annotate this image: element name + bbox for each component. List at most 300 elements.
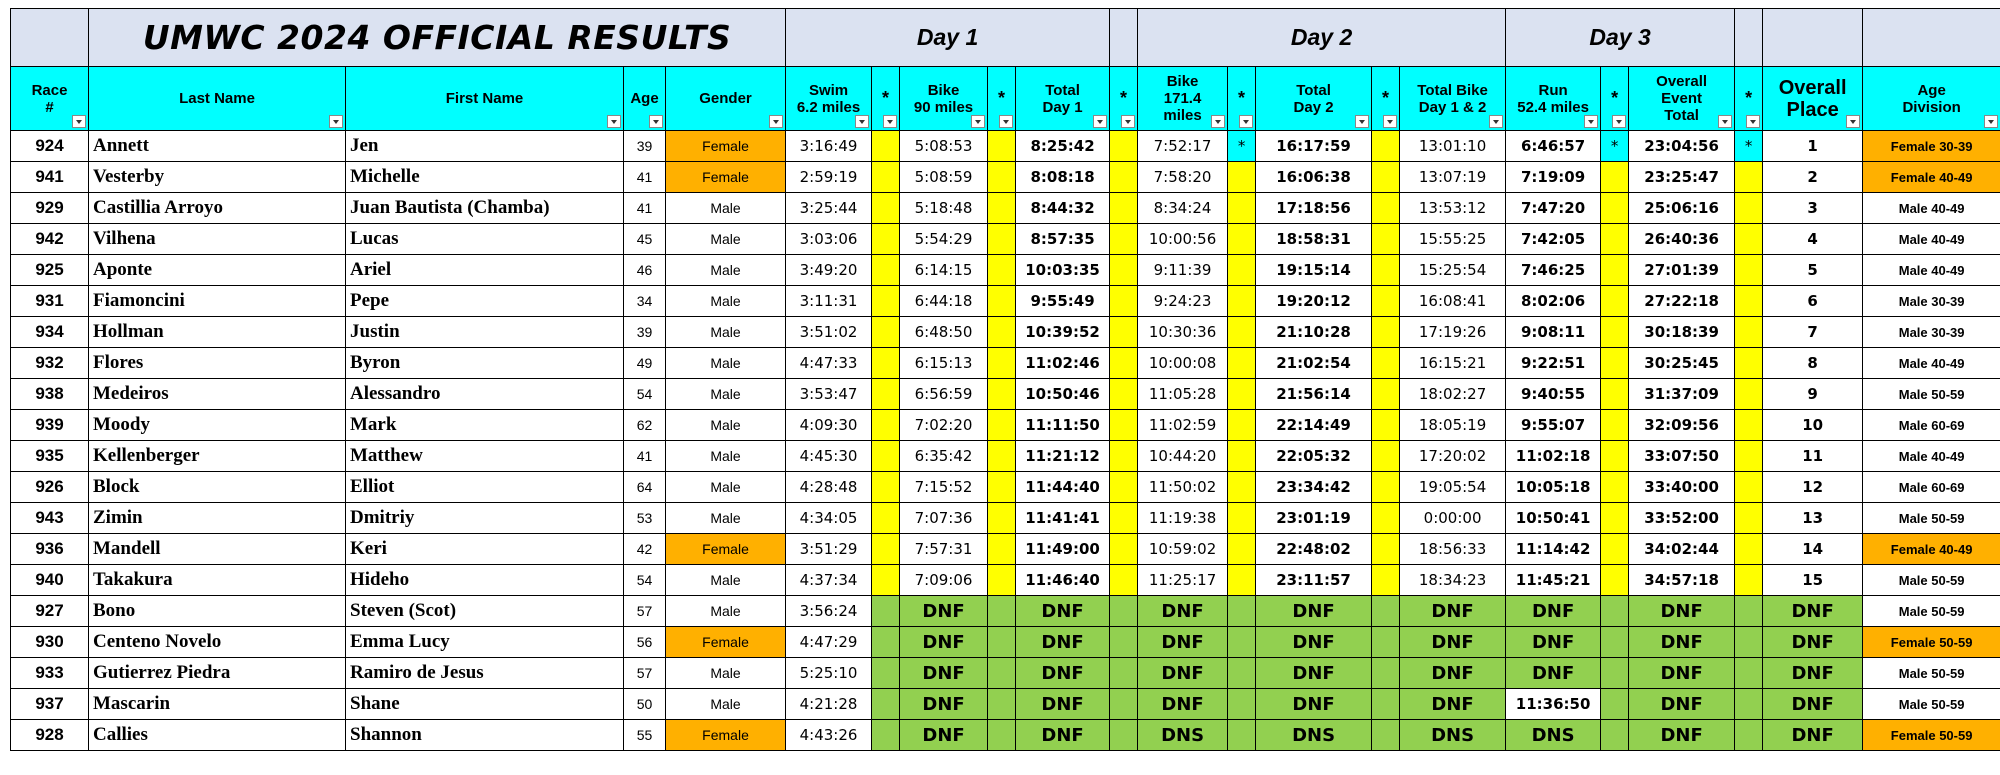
cell-last[interactable]: Castillia Arroyo bbox=[89, 193, 346, 224]
cell-total2[interactable]: 23:11:57 bbox=[1256, 565, 1372, 596]
cell-last[interactable]: Mascarin bbox=[89, 689, 346, 720]
cell-place[interactable]: DNF bbox=[1763, 596, 1863, 627]
cell-first[interactable]: Jen bbox=[346, 131, 624, 162]
star-cell[interactable] bbox=[1601, 689, 1629, 720]
star-cell[interactable] bbox=[1228, 317, 1256, 348]
star-cell[interactable] bbox=[872, 255, 900, 286]
star-cell[interactable] bbox=[1228, 379, 1256, 410]
cell-totalbike[interactable]: DNF bbox=[1400, 689, 1506, 720]
star-cell[interactable] bbox=[1601, 472, 1629, 503]
star-cell[interactable] bbox=[1110, 503, 1138, 534]
cell-age[interactable]: 54 bbox=[624, 379, 666, 410]
cell-first[interactable]: Hideho bbox=[346, 565, 624, 596]
star-cell[interactable] bbox=[988, 658, 1016, 689]
cell-total1[interactable]: DNF bbox=[1016, 627, 1110, 658]
cell-swim[interactable]: 5:25:10 bbox=[786, 658, 872, 689]
filter-dropdown-icon[interactable] bbox=[1612, 115, 1626, 128]
star-cell[interactable] bbox=[872, 503, 900, 534]
filter-dropdown-icon[interactable] bbox=[1489, 115, 1503, 128]
star-cell[interactable]: * bbox=[1735, 131, 1763, 162]
cell-first[interactable]: Shane bbox=[346, 689, 624, 720]
star-cell[interactable] bbox=[872, 317, 900, 348]
star-cell[interactable] bbox=[1735, 410, 1763, 441]
cell-bike1[interactable]: 7:09:06 bbox=[900, 565, 988, 596]
star-cell[interactable] bbox=[988, 441, 1016, 472]
cell-race[interactable]: 924 bbox=[11, 131, 89, 162]
cell-first[interactable]: Lucas bbox=[346, 224, 624, 255]
cell-total2[interactable]: 21:02:54 bbox=[1256, 348, 1372, 379]
cell-swim[interactable]: 3:16:49 bbox=[786, 131, 872, 162]
cell-total2[interactable]: 23:01:19 bbox=[1256, 503, 1372, 534]
cell-race[interactable]: 940 bbox=[11, 565, 89, 596]
star-cell[interactable] bbox=[1601, 224, 1629, 255]
cell-totalbike[interactable]: 13:01:10 bbox=[1400, 131, 1506, 162]
star-cell[interactable] bbox=[1228, 565, 1256, 596]
cell-total2[interactable]: 18:58:31 bbox=[1256, 224, 1372, 255]
cell-last[interactable]: Mandell bbox=[89, 534, 346, 565]
cell-bike1[interactable]: 7:15:52 bbox=[900, 472, 988, 503]
cell-last[interactable]: Medeiros bbox=[89, 379, 346, 410]
filter-dropdown-icon[interactable] bbox=[883, 115, 897, 128]
star-cell[interactable] bbox=[872, 441, 900, 472]
cell-run[interactable]: DNF bbox=[1506, 658, 1601, 689]
cell-gender[interactable]: Male bbox=[666, 348, 786, 379]
cell-place[interactable]: DNF bbox=[1763, 720, 1863, 751]
cell-bike1[interactable]: 6:56:59 bbox=[900, 379, 988, 410]
star-cell[interactable] bbox=[1735, 596, 1763, 627]
cell-last[interactable]: Bono bbox=[89, 596, 346, 627]
cell-race[interactable]: 931 bbox=[11, 286, 89, 317]
star-cell[interactable] bbox=[1735, 317, 1763, 348]
cell-overall[interactable]: 30:18:39 bbox=[1629, 317, 1735, 348]
star-cell[interactable] bbox=[872, 162, 900, 193]
cell-bike1[interactable]: 6:44:18 bbox=[900, 286, 988, 317]
cell-race[interactable]: 941 bbox=[11, 162, 89, 193]
star-cell[interactable] bbox=[872, 193, 900, 224]
filter-dropdown-icon[interactable] bbox=[1718, 115, 1732, 128]
cell-bike2[interactable]: 9:24:23 bbox=[1138, 286, 1228, 317]
star-cell[interactable] bbox=[1228, 658, 1256, 689]
cell-swim[interactable]: 3:03:06 bbox=[786, 224, 872, 255]
star-cell[interactable] bbox=[1110, 720, 1138, 751]
star-cell[interactable] bbox=[1735, 162, 1763, 193]
star-cell[interactable] bbox=[1372, 348, 1400, 379]
cell-gender[interactable]: Female bbox=[666, 534, 786, 565]
star-cell[interactable] bbox=[1601, 565, 1629, 596]
star-cell[interactable] bbox=[1601, 162, 1629, 193]
cell-age[interactable]: 41 bbox=[624, 162, 666, 193]
star-cell[interactable] bbox=[872, 565, 900, 596]
cell-race[interactable]: 934 bbox=[11, 317, 89, 348]
cell-total2[interactable]: DNS bbox=[1256, 720, 1372, 751]
cell-swim[interactable]: 3:53:47 bbox=[786, 379, 872, 410]
cell-swim[interactable]: 3:51:02 bbox=[786, 317, 872, 348]
star-cell[interactable] bbox=[1372, 224, 1400, 255]
cell-last[interactable]: Flores bbox=[89, 348, 346, 379]
star-cell[interactable] bbox=[1372, 193, 1400, 224]
star-cell[interactable] bbox=[1601, 658, 1629, 689]
cell-overall[interactable]: 26:40:36 bbox=[1629, 224, 1735, 255]
cell-total1[interactable]: DNF bbox=[1016, 596, 1110, 627]
cell-total1[interactable]: 11:49:00 bbox=[1016, 534, 1110, 565]
star-cell[interactable] bbox=[1372, 534, 1400, 565]
cell-total2[interactable]: 16:17:59 bbox=[1256, 131, 1372, 162]
cell-age[interactable]: 42 bbox=[624, 534, 666, 565]
cell-gender[interactable]: Male bbox=[666, 658, 786, 689]
star-cell[interactable] bbox=[872, 627, 900, 658]
star-cell[interactable] bbox=[988, 255, 1016, 286]
cell-bike1[interactable]: 7:07:36 bbox=[900, 503, 988, 534]
cell-run[interactable]: 9:22:51 bbox=[1506, 348, 1601, 379]
cell-bike2[interactable]: 11:02:59 bbox=[1138, 410, 1228, 441]
cell-bike1[interactable]: 6:15:13 bbox=[900, 348, 988, 379]
cell-gender[interactable]: Male bbox=[666, 472, 786, 503]
cell-first[interactable]: Steven (Scot) bbox=[346, 596, 624, 627]
cell-gender[interactable]: Male bbox=[666, 565, 786, 596]
cell-bike1[interactable]: 6:35:42 bbox=[900, 441, 988, 472]
cell-totalbike[interactable]: DNF bbox=[1400, 627, 1506, 658]
star-cell[interactable] bbox=[1228, 224, 1256, 255]
cell-gender[interactable]: Female bbox=[666, 627, 786, 658]
cell-overall[interactable]: DNF bbox=[1629, 689, 1735, 720]
star-cell[interactable] bbox=[1735, 503, 1763, 534]
cell-totalbike[interactable]: 13:07:19 bbox=[1400, 162, 1506, 193]
star-cell[interactable] bbox=[1228, 410, 1256, 441]
star-cell[interactable] bbox=[872, 596, 900, 627]
cell-age[interactable]: 55 bbox=[624, 720, 666, 751]
cell-overall[interactable]: 33:07:50 bbox=[1629, 441, 1735, 472]
cell-last[interactable]: Gutierrez Piedra bbox=[89, 658, 346, 689]
cell-bike2[interactable]: DNF bbox=[1138, 689, 1228, 720]
cell-total2[interactable]: 17:18:56 bbox=[1256, 193, 1372, 224]
star-cell[interactable] bbox=[988, 472, 1016, 503]
cell-age[interactable]: 64 bbox=[624, 472, 666, 503]
cell-swim[interactable]: 3:11:31 bbox=[786, 286, 872, 317]
star-cell[interactable] bbox=[1110, 689, 1138, 720]
star-cell[interactable] bbox=[1601, 379, 1629, 410]
cell-run[interactable]: 7:46:25 bbox=[1506, 255, 1601, 286]
cell-race[interactable]: 936 bbox=[11, 534, 89, 565]
cell-total1[interactable]: 9:55:49 bbox=[1016, 286, 1110, 317]
cell-bike1[interactable]: 5:54:29 bbox=[900, 224, 988, 255]
cell-place[interactable]: DNF bbox=[1763, 689, 1863, 720]
cell-bike2[interactable]: 11:19:38 bbox=[1138, 503, 1228, 534]
cell-bike1[interactable]: DNF bbox=[900, 689, 988, 720]
star-cell[interactable] bbox=[1228, 503, 1256, 534]
cell-total2[interactable]: DNF bbox=[1256, 627, 1372, 658]
cell-first[interactable]: Keri bbox=[346, 534, 624, 565]
cell-run[interactable]: DNF bbox=[1506, 627, 1601, 658]
cell-overall[interactable]: 25:06:16 bbox=[1629, 193, 1735, 224]
star-cell[interactable]: * bbox=[1228, 131, 1256, 162]
cell-run[interactable]: 10:50:41 bbox=[1506, 503, 1601, 534]
cell-division[interactable]: Female 40-49 bbox=[1863, 162, 2000, 193]
star-cell[interactable] bbox=[1601, 627, 1629, 658]
cell-run[interactable]: DNS bbox=[1506, 720, 1601, 751]
cell-age[interactable]: 57 bbox=[624, 596, 666, 627]
star-cell[interactable] bbox=[988, 162, 1016, 193]
cell-first[interactable]: Justin bbox=[346, 317, 624, 348]
star-cell[interactable] bbox=[872, 689, 900, 720]
cell-gender[interactable]: Male bbox=[666, 224, 786, 255]
cell-first[interactable]: Michelle bbox=[346, 162, 624, 193]
cell-total1[interactable]: DNF bbox=[1016, 689, 1110, 720]
cell-run[interactable]: 9:55:07 bbox=[1506, 410, 1601, 441]
star-cell[interactable] bbox=[1110, 255, 1138, 286]
cell-swim[interactable]: 4:47:29 bbox=[786, 627, 872, 658]
cell-overall[interactable]: DNF bbox=[1629, 596, 1735, 627]
star-cell[interactable] bbox=[1372, 720, 1400, 751]
cell-place[interactable]: 5 bbox=[1763, 255, 1863, 286]
cell-total2[interactable]: 21:56:14 bbox=[1256, 379, 1372, 410]
cell-place[interactable]: 4 bbox=[1763, 224, 1863, 255]
star-cell[interactable]: * bbox=[1601, 131, 1629, 162]
cell-run[interactable]: 11:36:50 bbox=[1506, 689, 1601, 720]
cell-race[interactable]: 939 bbox=[11, 410, 89, 441]
star-cell[interactable] bbox=[988, 689, 1016, 720]
cell-totalbike[interactable]: 18:05:19 bbox=[1400, 410, 1506, 441]
cell-total2[interactable]: 23:34:42 bbox=[1256, 472, 1372, 503]
star-cell[interactable] bbox=[1110, 317, 1138, 348]
cell-age[interactable]: 50 bbox=[624, 689, 666, 720]
cell-total1[interactable]: DNF bbox=[1016, 720, 1110, 751]
cell-overall[interactable]: DNF bbox=[1629, 627, 1735, 658]
cell-age[interactable]: 45 bbox=[624, 224, 666, 255]
cell-totalbike[interactable]: 0:00:00 bbox=[1400, 503, 1506, 534]
cell-bike2[interactable]: 7:58:20 bbox=[1138, 162, 1228, 193]
star-cell[interactable] bbox=[872, 534, 900, 565]
cell-totalbike[interactable]: 18:02:27 bbox=[1400, 379, 1506, 410]
cell-first[interactable]: Dmitriy bbox=[346, 503, 624, 534]
cell-overall[interactable]: 27:22:18 bbox=[1629, 286, 1735, 317]
star-cell[interactable] bbox=[1110, 286, 1138, 317]
cell-last[interactable]: Moody bbox=[89, 410, 346, 441]
star-cell[interactable] bbox=[1601, 596, 1629, 627]
filter-dropdown-icon[interactable] bbox=[607, 115, 621, 128]
star-cell[interactable] bbox=[1228, 596, 1256, 627]
filter-dropdown-icon[interactable] bbox=[72, 115, 86, 128]
cell-place[interactable]: 2 bbox=[1763, 162, 1863, 193]
cell-division[interactable]: Male 40-49 bbox=[1863, 348, 2000, 379]
filter-dropdown-icon[interactable] bbox=[971, 115, 985, 128]
cell-total2[interactable]: DNF bbox=[1256, 596, 1372, 627]
cell-bike1[interactable]: DNF bbox=[900, 720, 988, 751]
cell-swim[interactable]: 4:09:30 bbox=[786, 410, 872, 441]
cell-bike2[interactable]: 9:11:39 bbox=[1138, 255, 1228, 286]
star-cell[interactable] bbox=[1372, 286, 1400, 317]
cell-age[interactable]: 62 bbox=[624, 410, 666, 441]
cell-last[interactable]: Takakura bbox=[89, 565, 346, 596]
cell-total1[interactable]: 10:03:35 bbox=[1016, 255, 1110, 286]
star-cell[interactable] bbox=[1601, 348, 1629, 379]
filter-dropdown-icon[interactable] bbox=[1584, 115, 1598, 128]
cell-totalbike[interactable]: 19:05:54 bbox=[1400, 472, 1506, 503]
cell-last[interactable]: Kellenberger bbox=[89, 441, 346, 472]
filter-dropdown-icon[interactable] bbox=[1383, 115, 1397, 128]
cell-race[interactable]: 928 bbox=[11, 720, 89, 751]
filter-dropdown-icon[interactable] bbox=[329, 115, 343, 128]
cell-division[interactable]: Male 50-59 bbox=[1863, 658, 2000, 689]
star-cell[interactable] bbox=[988, 565, 1016, 596]
cell-age[interactable]: 53 bbox=[624, 503, 666, 534]
cell-run[interactable]: 6:46:57 bbox=[1506, 131, 1601, 162]
cell-gender[interactable]: Male bbox=[666, 379, 786, 410]
filter-dropdown-icon[interactable] bbox=[1746, 115, 1760, 128]
cell-total1[interactable]: 8:44:32 bbox=[1016, 193, 1110, 224]
cell-run[interactable]: 11:45:21 bbox=[1506, 565, 1601, 596]
cell-gender[interactable]: Male bbox=[666, 193, 786, 224]
star-cell[interactable] bbox=[1372, 627, 1400, 658]
cell-age[interactable]: 41 bbox=[624, 441, 666, 472]
star-cell[interactable] bbox=[872, 224, 900, 255]
cell-last[interactable]: Hollman bbox=[89, 317, 346, 348]
filter-dropdown-icon[interactable] bbox=[769, 115, 783, 128]
cell-totalbike[interactable]: 15:55:25 bbox=[1400, 224, 1506, 255]
cell-run[interactable]: 7:19:09 bbox=[1506, 162, 1601, 193]
cell-total1[interactable]: 11:02:46 bbox=[1016, 348, 1110, 379]
cell-gender[interactable]: Female bbox=[666, 131, 786, 162]
filter-dropdown-icon[interactable] bbox=[1093, 115, 1107, 128]
cell-last[interactable]: Block bbox=[89, 472, 346, 503]
star-cell[interactable] bbox=[1110, 658, 1138, 689]
cell-swim[interactable]: 3:49:20 bbox=[786, 255, 872, 286]
cell-run[interactable]: 11:14:42 bbox=[1506, 534, 1601, 565]
filter-dropdown-icon[interactable] bbox=[1984, 115, 1998, 128]
cell-age[interactable]: 54 bbox=[624, 565, 666, 596]
star-cell[interactable] bbox=[1228, 286, 1256, 317]
cell-gender[interactable]: Male bbox=[666, 689, 786, 720]
star-cell[interactable] bbox=[1372, 441, 1400, 472]
cell-division[interactable]: Male 50-59 bbox=[1863, 596, 2000, 627]
cell-gender[interactable]: Male bbox=[666, 596, 786, 627]
cell-bike2[interactable]: 11:50:02 bbox=[1138, 472, 1228, 503]
cell-overall[interactable]: DNF bbox=[1629, 658, 1735, 689]
cell-gender[interactable]: Male bbox=[666, 503, 786, 534]
cell-total1[interactable]: 11:41:41 bbox=[1016, 503, 1110, 534]
cell-overall[interactable]: DNF bbox=[1629, 720, 1735, 751]
star-cell[interactable] bbox=[1372, 317, 1400, 348]
star-cell[interactable] bbox=[1110, 410, 1138, 441]
cell-race[interactable]: 925 bbox=[11, 255, 89, 286]
cell-overall[interactable]: 23:04:56 bbox=[1629, 131, 1735, 162]
cell-age[interactable]: 39 bbox=[624, 317, 666, 348]
cell-run[interactable]: 8:02:06 bbox=[1506, 286, 1601, 317]
cell-run[interactable]: 9:08:11 bbox=[1506, 317, 1601, 348]
cell-place[interactable]: 3 bbox=[1763, 193, 1863, 224]
cell-last[interactable]: Centeno Novelo bbox=[89, 627, 346, 658]
star-cell[interactable] bbox=[1735, 534, 1763, 565]
cell-swim[interactable]: 3:51:29 bbox=[786, 534, 872, 565]
cell-swim[interactable]: 4:21:28 bbox=[786, 689, 872, 720]
cell-totalbike[interactable]: 17:19:26 bbox=[1400, 317, 1506, 348]
cell-first[interactable]: Shannon bbox=[346, 720, 624, 751]
cell-bike1[interactable]: 5:08:59 bbox=[900, 162, 988, 193]
cell-age[interactable]: 39 bbox=[624, 131, 666, 162]
star-cell[interactable] bbox=[988, 503, 1016, 534]
star-cell[interactable] bbox=[1735, 224, 1763, 255]
cell-overall[interactable]: 23:25:47 bbox=[1629, 162, 1735, 193]
star-cell[interactable] bbox=[872, 658, 900, 689]
star-cell[interactable] bbox=[1372, 472, 1400, 503]
star-cell[interactable] bbox=[1228, 162, 1256, 193]
cell-place[interactable]: 11 bbox=[1763, 441, 1863, 472]
star-cell[interactable] bbox=[1110, 441, 1138, 472]
cell-total2[interactable]: 22:14:49 bbox=[1256, 410, 1372, 441]
star-cell[interactable] bbox=[1110, 379, 1138, 410]
cell-run[interactable]: 7:42:05 bbox=[1506, 224, 1601, 255]
star-cell[interactable] bbox=[988, 627, 1016, 658]
filter-dropdown-icon[interactable] bbox=[1121, 115, 1135, 128]
cell-gender[interactable]: Male bbox=[666, 410, 786, 441]
cell-division[interactable]: Male 40-49 bbox=[1863, 224, 2000, 255]
filter-dropdown-icon[interactable] bbox=[1355, 115, 1369, 128]
star-cell[interactable] bbox=[1110, 131, 1138, 162]
cell-gender[interactable]: Female bbox=[666, 720, 786, 751]
star-cell[interactable] bbox=[1110, 596, 1138, 627]
cell-first[interactable]: Pepe bbox=[346, 286, 624, 317]
cell-total2[interactable]: 19:15:14 bbox=[1256, 255, 1372, 286]
star-cell[interactable] bbox=[1372, 503, 1400, 534]
cell-run[interactable]: DNF bbox=[1506, 596, 1601, 627]
cell-last[interactable]: Aponte bbox=[89, 255, 346, 286]
star-cell[interactable] bbox=[872, 286, 900, 317]
star-cell[interactable] bbox=[1601, 193, 1629, 224]
cell-place[interactable]: 8 bbox=[1763, 348, 1863, 379]
cell-division[interactable]: Female 30-39 bbox=[1863, 131, 2000, 162]
cell-place[interactable]: 13 bbox=[1763, 503, 1863, 534]
star-cell[interactable] bbox=[1110, 627, 1138, 658]
cell-age[interactable]: 46 bbox=[624, 255, 666, 286]
star-cell[interactable] bbox=[1601, 317, 1629, 348]
star-cell[interactable] bbox=[1372, 596, 1400, 627]
star-cell[interactable] bbox=[1228, 689, 1256, 720]
star-cell[interactable] bbox=[1601, 286, 1629, 317]
star-cell[interactable] bbox=[1228, 441, 1256, 472]
cell-division[interactable]: Male 50-59 bbox=[1863, 379, 2000, 410]
star-cell[interactable] bbox=[1601, 255, 1629, 286]
star-cell[interactable] bbox=[872, 720, 900, 751]
cell-bike1[interactable]: 7:02:20 bbox=[900, 410, 988, 441]
star-cell[interactable] bbox=[1372, 255, 1400, 286]
cell-swim[interactable]: 4:34:05 bbox=[786, 503, 872, 534]
filter-dropdown-icon[interactable] bbox=[1211, 115, 1225, 128]
star-cell[interactable] bbox=[1735, 720, 1763, 751]
cell-totalbike[interactable]: 16:08:41 bbox=[1400, 286, 1506, 317]
cell-division[interactable]: Female 40-49 bbox=[1863, 534, 2000, 565]
cell-total1[interactable]: 10:39:52 bbox=[1016, 317, 1110, 348]
cell-first[interactable]: Mark bbox=[346, 410, 624, 441]
star-cell[interactable] bbox=[1228, 193, 1256, 224]
cell-bike2[interactable]: DNF bbox=[1138, 627, 1228, 658]
filter-dropdown-icon[interactable] bbox=[1846, 115, 1860, 128]
star-cell[interactable] bbox=[1110, 534, 1138, 565]
cell-place[interactable]: 7 bbox=[1763, 317, 1863, 348]
cell-race[interactable]: 942 bbox=[11, 224, 89, 255]
cell-swim[interactable]: 3:25:44 bbox=[786, 193, 872, 224]
star-cell[interactable] bbox=[1228, 720, 1256, 751]
cell-overall[interactable]: 33:52:00 bbox=[1629, 503, 1735, 534]
cell-division[interactable]: Male 60-69 bbox=[1863, 410, 2000, 441]
star-cell[interactable] bbox=[1735, 193, 1763, 224]
cell-bike2[interactable]: 11:25:17 bbox=[1138, 565, 1228, 596]
cell-bike2[interactable]: 11:05:28 bbox=[1138, 379, 1228, 410]
cell-place[interactable]: 10 bbox=[1763, 410, 1863, 441]
cell-totalbike[interactable]: 16:15:21 bbox=[1400, 348, 1506, 379]
cell-division[interactable]: Female 50-59 bbox=[1863, 627, 2000, 658]
star-cell[interactable] bbox=[988, 286, 1016, 317]
cell-division[interactable]: Male 40-49 bbox=[1863, 441, 2000, 472]
star-cell[interactable] bbox=[1110, 193, 1138, 224]
